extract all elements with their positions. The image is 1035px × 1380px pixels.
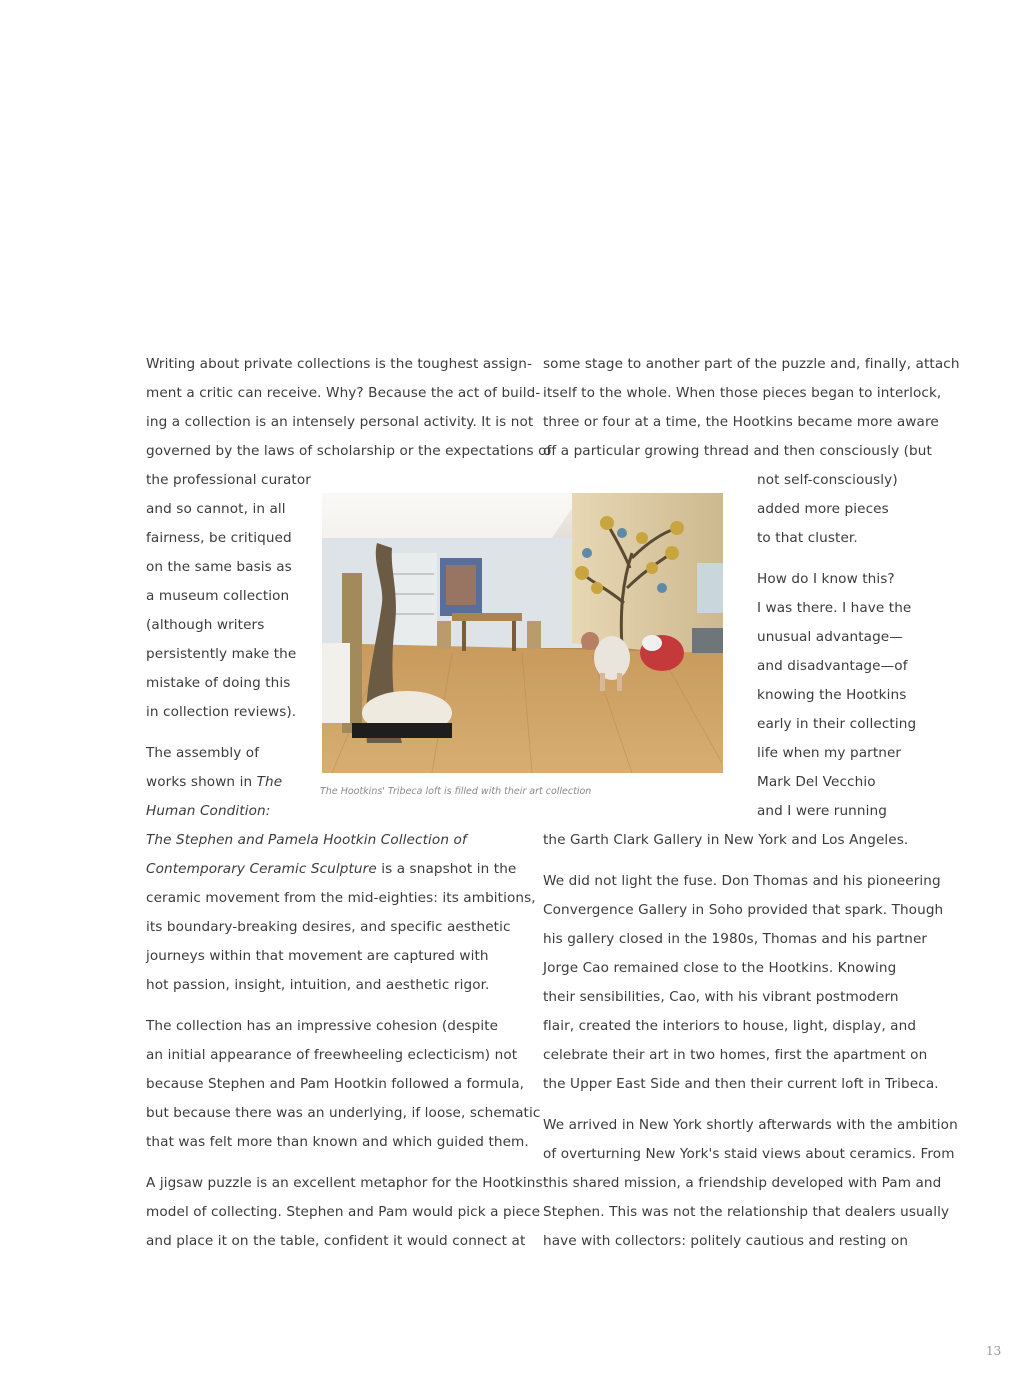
- photo-illustration: [322, 493, 723, 773]
- text-line: persistently make the: [146, 646, 297, 662]
- text-line: and I were running: [757, 803, 887, 819]
- text-line: flair, created the interiors to house, light, display, and: [543, 1018, 917, 1034]
- text-line: this shared mission, a friendship developed with Pam and: [543, 1175, 942, 1191]
- text-line: journeys within that movement are captured with: [146, 948, 489, 964]
- text-line: ing a collection is an intensely personal activity. It is not: [146, 414, 534, 430]
- text-line: because Stephen and Pam Hootkin followed a formula,: [146, 1076, 525, 1092]
- text-line: their sensibilities, Cao, with his vibrant postmodern: [543, 989, 899, 1005]
- text-line: his gallery closed in the 1980s, Thomas and his partner: [543, 931, 928, 947]
- text-line: of overturning New York's staid views about ceramics. From: [543, 1146, 955, 1162]
- text-line: The assembly of: [146, 745, 260, 761]
- text-line: the Garth Clark Gallery in New York and Los Angeles.: [543, 832, 909, 848]
- text-line: of a particular growing thread and then consciously (but: [543, 443, 932, 459]
- text-line: the Upper East Side and then their current loft in Tribeca.: [543, 1076, 939, 1092]
- text-line: and disadvantage—of: [757, 658, 908, 674]
- text-line: on the same basis as: [146, 559, 292, 575]
- text-line: not self-consciously): [757, 472, 898, 488]
- page-number: 13: [986, 1344, 1002, 1358]
- text-line: (although writers: [146, 617, 265, 633]
- text-line: I was there. I have the: [757, 600, 912, 616]
- text-line: in collection reviews).: [146, 704, 297, 720]
- text-line: and place it on the table, confident it would connect at: [146, 1233, 526, 1249]
- text-line: Writing about private collections is the toughest assign-: [146, 356, 532, 372]
- text-line: three or four at a time, the Hootkins became more aware: [543, 414, 939, 430]
- text-line: unusual advantage—: [757, 629, 903, 645]
- text-line: How do I know this?: [757, 571, 895, 587]
- text-line: ceramic movement from the mid-eighties: its ambitions,: [146, 890, 536, 906]
- text-line: [146, 859, 516, 879]
- book-title-italic: Contemporary Ceramic Sculpture: [146, 861, 377, 877]
- text-line: A jigsaw puzzle is an excellent metaphor for the Hootkins': [146, 1175, 547, 1191]
- text-line: celebrate their art in two homes, first the apartment on: [543, 1047, 928, 1063]
- text-line: but because there was an underlying, if loose, schematic: [146, 1105, 541, 1121]
- text-line: The collection has an impressive cohesion (despite: [146, 1018, 499, 1034]
- loft-interior-photo: [322, 493, 723, 773]
- text-line: mistake of doing this: [146, 675, 291, 691]
- text-line: We did not light the fuse. Don Thomas and his pioneering: [543, 873, 941, 889]
- book-title-italic: The: [256, 774, 283, 790]
- text-line: and so cannot, in all: [146, 501, 286, 517]
- text-run: is a snapshot in the: [376, 861, 517, 877]
- book-title-italic: Human Condition:: [146, 803, 271, 819]
- text-run: works shown in: [146, 774, 257, 790]
- text-line: [146, 830, 467, 850]
- text-line: added more pieces: [757, 501, 889, 517]
- text-line: that was felt more than known and which guided them.: [146, 1134, 529, 1150]
- text-line: life when my partner: [757, 745, 902, 761]
- text-line: the professional curator: [146, 472, 311, 488]
- text-line: early in their collecting: [757, 716, 917, 732]
- text-line: knowing the Hootkins: [757, 687, 907, 703]
- text-line: Jorge Cao remained close to the Hootkins. Knowing: [543, 960, 897, 976]
- text-line: [146, 772, 282, 792]
- text-line: have with collectors: politely cautious and resting on: [543, 1233, 909, 1249]
- text-line: hot passion, insight, intuition, and aesthetic rigor.: [146, 977, 490, 993]
- text-line: fairness, be critiqued: [146, 530, 292, 546]
- text-line: [146, 801, 270, 821]
- text-line: ment a critic can receive. Why? Because the act of build-: [146, 385, 541, 401]
- text-line: model of collecting. Stephen and Pam would pick a piece: [146, 1204, 541, 1220]
- text-line: Mark Del Vecchio: [757, 774, 876, 790]
- text-line: itself to the whole. When those pieces began to interlock,: [543, 385, 942, 401]
- text-line: a museum collection: [146, 588, 290, 604]
- text-line: governed by the laws of scholarship or the expectations of: [146, 443, 552, 459]
- text-line: its boundary-breaking desires, and specific aesthetic: [146, 919, 511, 935]
- text-line: to that cluster.: [757, 530, 858, 546]
- book-title-italic: The Stephen and Pamela Hootkin Collection of: [146, 832, 467, 848]
- text-line: an initial appearance of freewheeling eclecticism) not: [146, 1047, 518, 1063]
- text-line: Stephen. This was not the relationship that dealers usually: [543, 1204, 950, 1220]
- text-line: We arrived in New York shortly afterwards with the ambition: [543, 1117, 958, 1133]
- text-line: some stage to another part of the puzzle and, finally, attach: [543, 356, 960, 372]
- text-line: Convergence Gallery in Soho provided that spark. Though: [543, 902, 944, 918]
- photo-caption: The Hootkins' Tribeca loft is filled with their art collection: [320, 786, 592, 797]
